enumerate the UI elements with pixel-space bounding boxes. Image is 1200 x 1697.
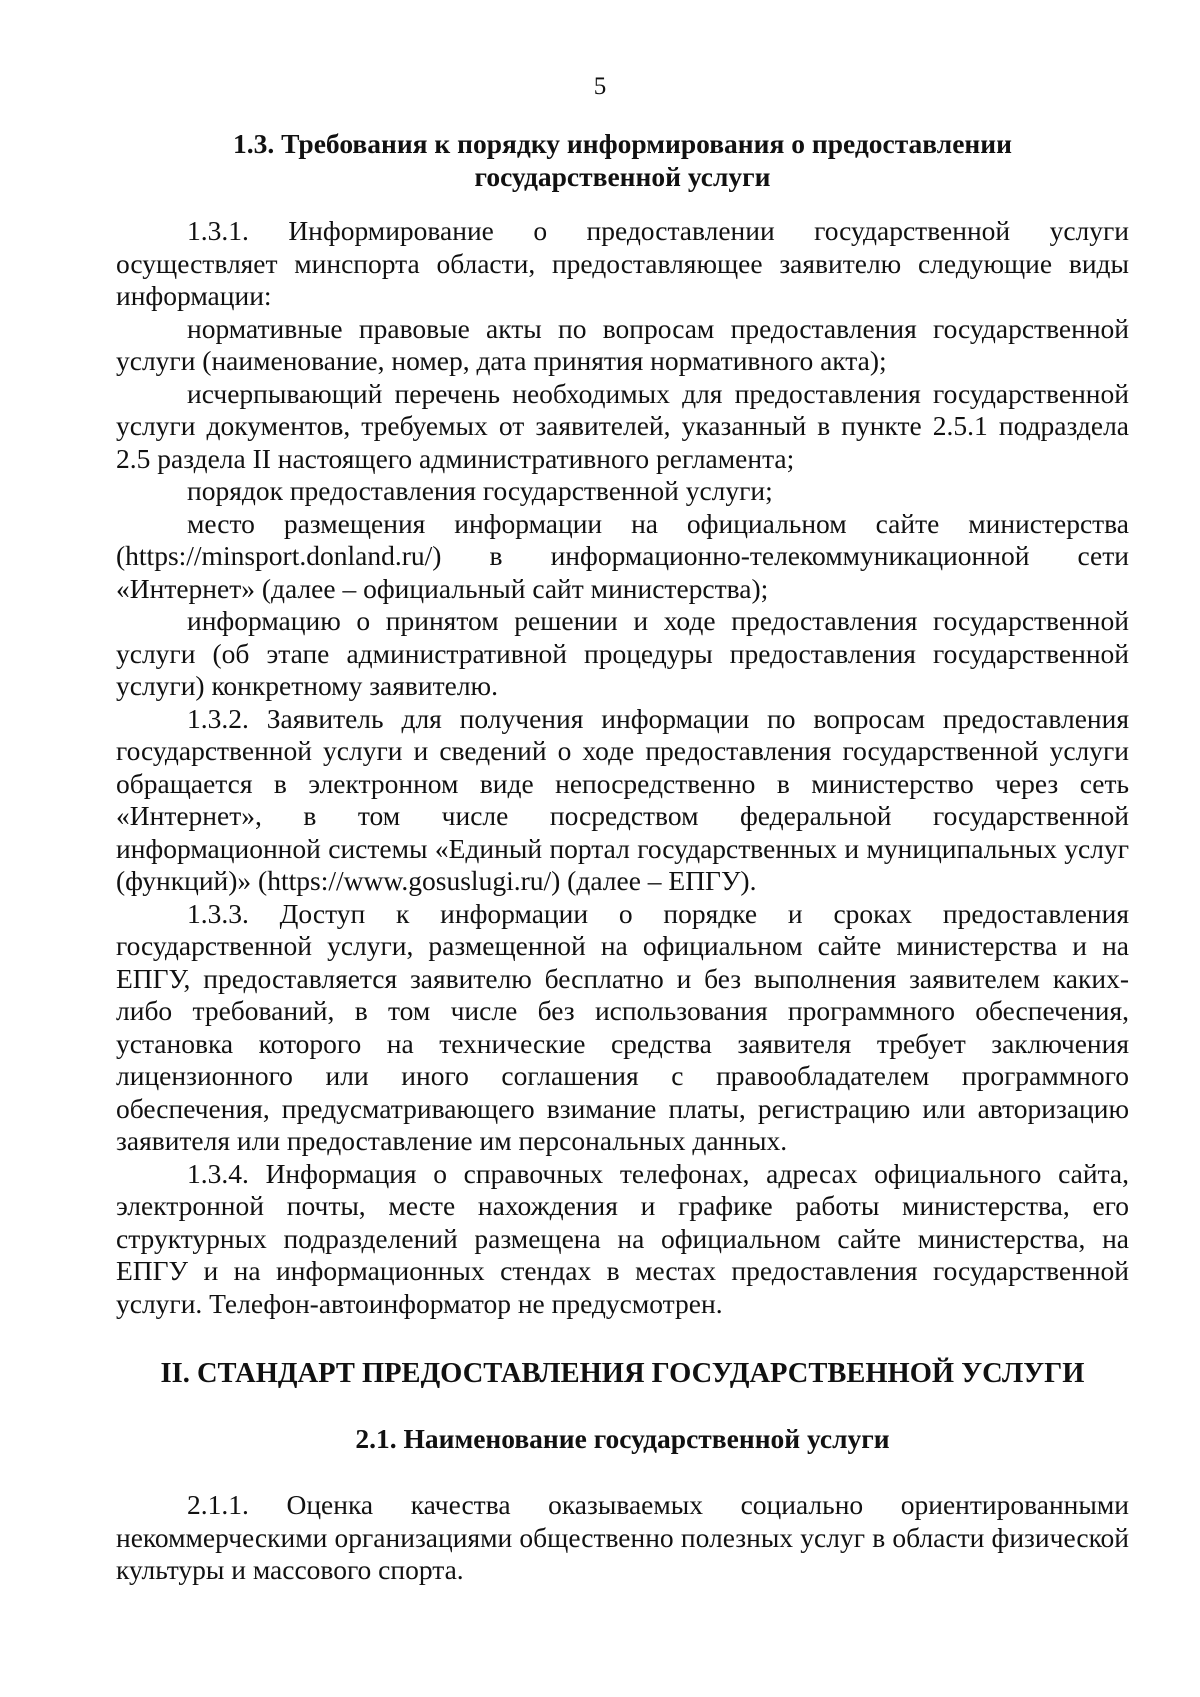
paragraph-decision-info: информацию о принятом решении и ходе предоставления государственной услуги (об этапе административной процедуры предоставления государственной услуги) конкретному заявителю. <box>116 605 1129 701</box>
paragraph-2-1-1: 2.1.1. Оценка качества оказываемых социально ориентированными некоммерческими организациями общественно полезных услуг в области физической культуры и массового спорта. <box>116 1489 1129 1585</box>
page-number: 5 <box>593 73 607 100</box>
paragraph-1-3-3: 1.3.3. Доступ к информации о порядке и сроках предоставления государственной услуги, размещенной на официальном сайте министерства и на ЕПГУ, предоставляется заявителю бесплатно и без выполнения заявителем каких-либо требований, в том числе без использования программного обеспечения, установка которого на технические средства заявителя требует заключения лицензионного или иного соглашения с правообладателем программного обеспечения, предусматривающего взимание платы, регистрацию или авторизацию заявителя или предоставление им персональных данных. <box>116 897 1129 1156</box>
paragraph-procedure: порядок предоставления государственной услуги; <box>187 475 773 506</box>
section-2-heading: II. СТАНДАРТ ПРЕДОСТАВЛЕНИЯ ГОСУДАРСТВЕННОЙ УСЛУГИ <box>160 1358 1085 1389</box>
paragraph-normative-acts: нормативные правовые акты по вопросам предоставления государственной услуги (наименование, номер, дата принятия нормативного акта); <box>116 312 1129 376</box>
paragraph-1-3-1: 1.3.1. Информирование о предоставлении государственной услуги осуществляет минспорта области, предоставляющее заявителю следующие виды информации: <box>116 215 1129 311</box>
document-body <box>116 128 1129 1587</box>
section-2-1-heading: 2.1. Наименование государственной услуги <box>355 1422 890 1454</box>
paragraph-1-3-4: 1.3.4. Информация о справочных телефонах, адресах официального сайта, электронной почты, месте нахождения и графике работы министерства, его структурных подразделений размещена на официальном сайте министерства, на ЕПГУ и на информационных стендах в местах предоставления государственной услуги. Телефон-автоинформатор не предусмотрен. <box>116 1157 1129 1319</box>
section-1-3-heading: 1.3. Требования к порядку информирования о предоставлении государственной услуги <box>233 128 1012 192</box>
paragraph-document-list: исчерпывающий перечень необходимых для предоставления государственной услуги документов, требуемых от заявителей, указанный в пункте 2.5.1 подраздела 2.5 раздела II настоящего административного регламента; <box>116 377 1129 474</box>
paragraph-website-location: место размещения информации на официальном сайте министерства (https://minsport.donland.ru/) в информационно-телекоммуникационной сети «Интернет» (далее – официальный сайт министерства); <box>116 507 1129 604</box>
paragraph-1-3-2: 1.3.2. Заявитель для получения информации по вопросам предоставления государственной услуги и сведений о ходе предоставления государственной услуги обращается в электронном виде непосредственно в министерство через сеть «Интернет», в том числе посредством федеральной государственной информационной системы «Единый портал государственных и муниципальных услуг (функций)» (https://www.gosuslugi.ru/) (далее – ЕПГУ). <box>116 702 1129 896</box>
